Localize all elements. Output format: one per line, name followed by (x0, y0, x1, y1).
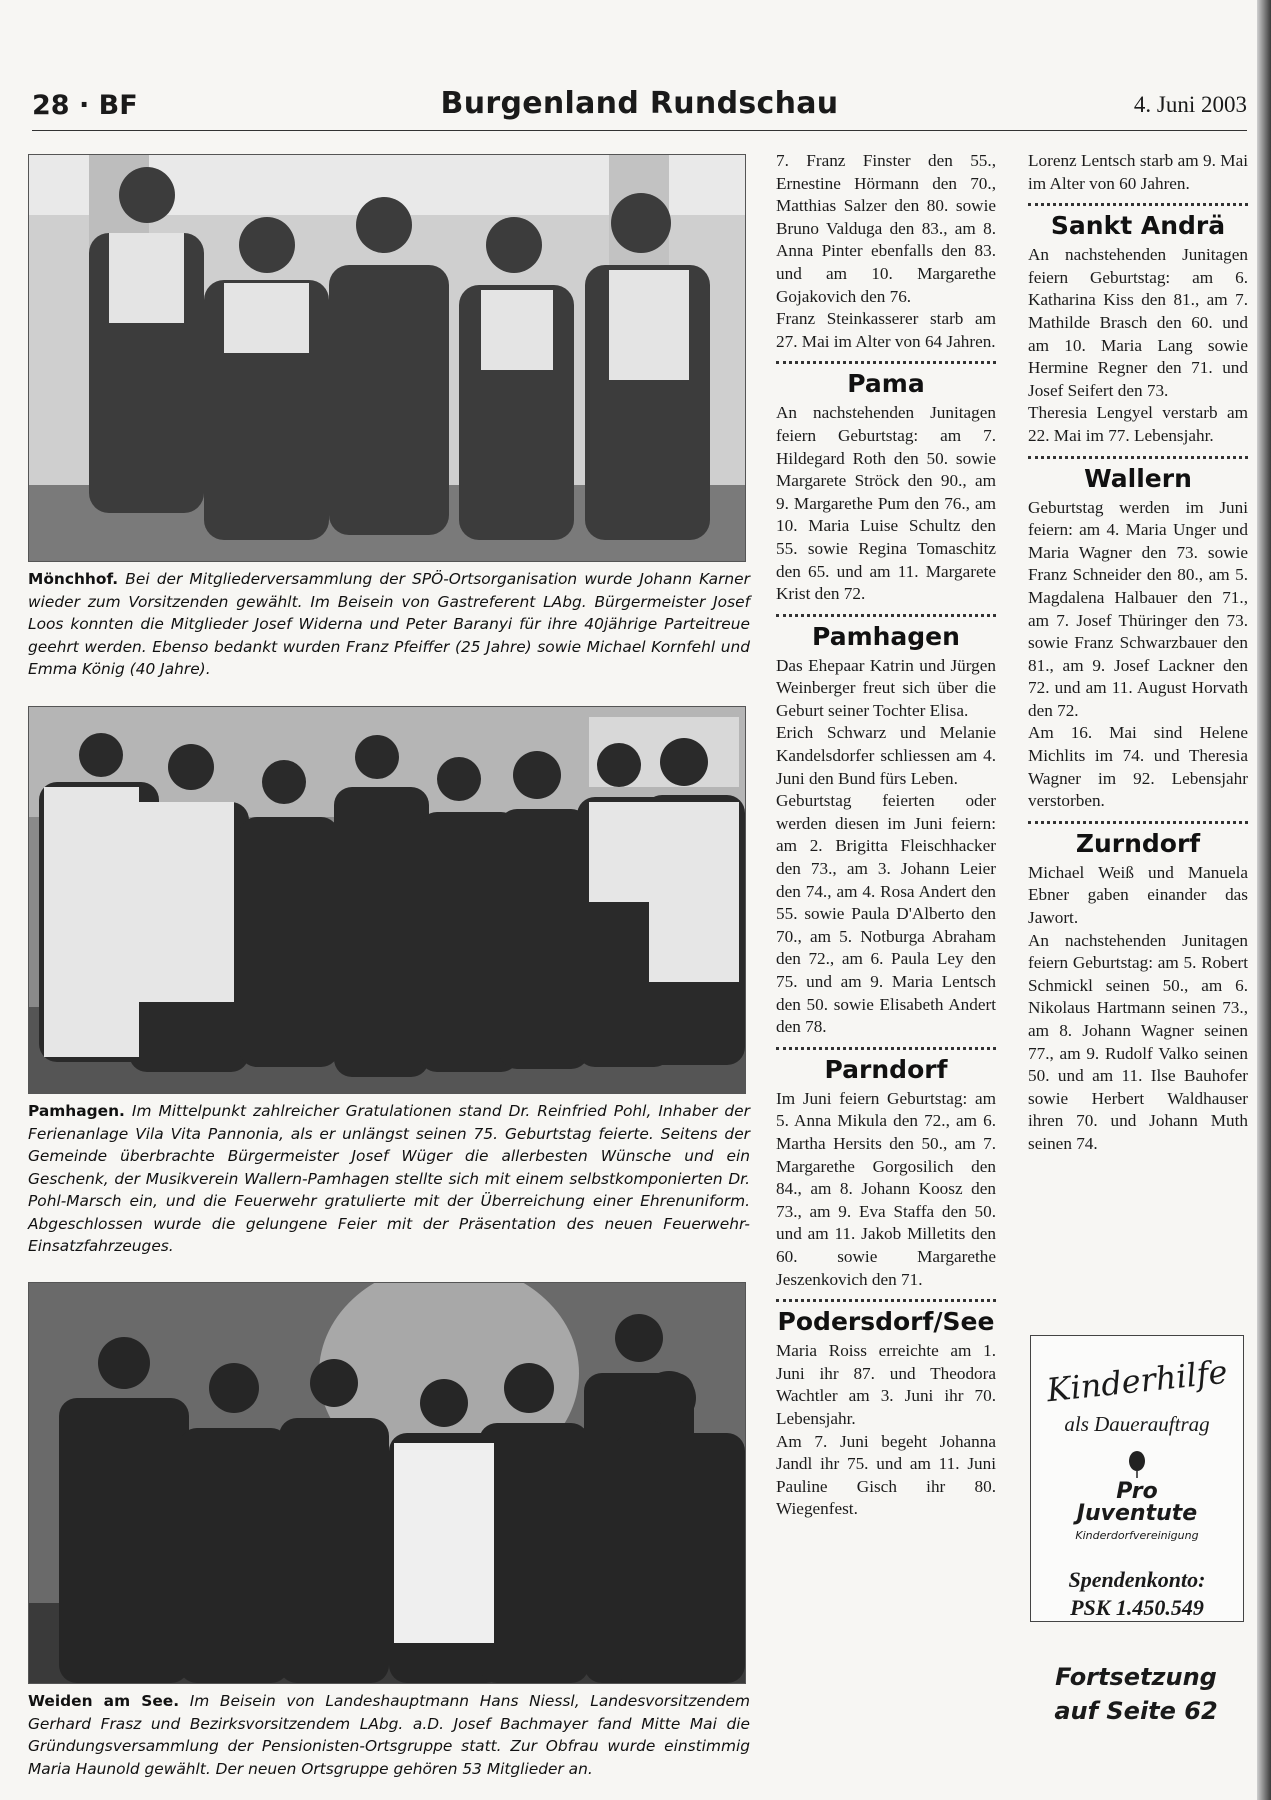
section-heading-pamhagen: Pamhagen (812, 621, 960, 651)
dotted-separator (1028, 456, 1248, 459)
balloon-icon (1125, 1451, 1149, 1479)
paragraph: Maria Roiss erreichte am 1. Juni ihr 87. und Theodora Wachtler am 3. Juni ihr 70. Lebensjahr. (776, 1341, 996, 1428)
brand-line-2: Juventute (1076, 1501, 1198, 1526)
photo-moenchhof (28, 154, 746, 562)
dotted-separator (776, 1047, 996, 1050)
paragraph: Erich Schwarz und Melanie Kandelsdorfer schliessen am 4. Juni den Bund fürs Leben. (776, 723, 996, 788)
kinderhilfe-advertisement (1030, 1335, 1244, 1622)
donation-account: PSK 1.450.549 (1070, 1595, 1204, 1620)
photo-pamhagen (28, 706, 746, 1094)
section-heading-zurndorf: Zurndorf (1075, 828, 1201, 858)
paragraph: Geburtstag feierten oder werden diesen im Juni feiern: am 2. Brigitta Fleischhacker den 73., am 3. Johann Leier den 74., am 4. Rosa Andert den 55. sowie Paula D'Alberto den 70., am 5. Notburga Abraham den 72., am 6. Paula Ley den 75. und am 9. Maria Lentsch den 50. sowie Elisabeth Andert den 78. (776, 791, 996, 1037)
section-heading-parndorf: Parndorf (824, 1054, 948, 1084)
dotted-separator (776, 361, 996, 364)
donation-info (1031, 1566, 1243, 1622)
dotted-separator (1028, 821, 1248, 824)
brand-subline: Kinderdorfvereinigung (1075, 1529, 1199, 1542)
ad-script-title: Kinderhilfe (1044, 1352, 1230, 1410)
page-header (32, 86, 1247, 131)
paragraph: Geburtstag werden im Juni feiern: am 4. Maria Unger und Maria Wagner den 73. sowie Franz Schneider den 80., am 5. Magdalena Halbauer den 71., am 7. Josef Thüringer den 73. sowie Franz Schwarzbauer den 81., am 9. Josef Lackner den 72. und am 11. August Horvath den 72. (1028, 497, 1248, 720)
paragraph: An nachstehenden Junitagen feiern Geburtstag: am 5. Robert Schmickl seinen 50., am 6. Nikolaus Hartmann seinen 73., am 8. Johann Wagner seinen 77., am 9. Rudolf Valko seinen 50. und am 11. Ilse Bauhofer sowie Herbert Waldhauser ihren 70. und Johann Muth seinen 74. (1028, 930, 1248, 1153)
column-right (1028, 150, 1248, 1156)
section-heading-podersdorf: Podersdorf/See (777, 1307, 995, 1337)
pro-juventute-logo (1031, 1451, 1243, 1525)
dotted-separator (1028, 203, 1248, 206)
section-heading-wallern: Wallern (1084, 463, 1192, 493)
continuation-note (1030, 1660, 1242, 1728)
section-heading-sankt-andrae: Sankt Andrä (1050, 211, 1226, 241)
paragraph: Michael Weiß und Manuela Ebner gaben einander das Jawort. (1028, 862, 1248, 928)
section-heading-pama: Pama (847, 369, 925, 399)
paragraph: Franz Steinkasserer starb am 27. Mai im Alter von 64 Jahren. (776, 309, 996, 351)
photo-weiden-am-see (28, 1282, 746, 1684)
dotted-separator (776, 1299, 996, 1302)
paragraph: An nachstehenden Junitagen feiern Geburtstag: am 6. Katharina Kiss den 81., am 7. Mathilde Brasch den 60. und am 10. Maria Lang sowie Hermine Regner den 71. und Josef Seifert den 73. (1028, 245, 1248, 400)
paragraph: Das Ehepaar Katrin und Jürgen Weinberger freut sich über die Geburt seiner Tochter Elisa. (776, 655, 996, 720)
paragraph: Am 16. Mai sind Helene Michlits im 74. und Theresia Wagner im 92. Lebensjahr verstorben. (1028, 723, 1248, 811)
ad-subtitle: als Dauerauftrag (1064, 1412, 1210, 1436)
caption-weiden-am-see: Weiden am See. Im Beisein von Landeshauptmann Hans Niessl, Landesvorsitzendem Gerhard Frasz und Bezirksvorsitzendem LAbg. a.D. Josef Bachmayer fand Mitte Mai die Gründungsversammlung der Pensionisten-Ortsgruppe statt. Zur Obfrau wurde einstimmig Maria Haunold gewählt. Der neuen Ortsgruppe gehören 53 Mitglieder an. (28, 1692, 750, 1778)
caption-pamhagen: Pamhagen. Im Mittelpunkt zahlreicher Gratulationen stand Dr. Reinfried Pohl, Inhaber der Ferienanlage Vila Vita Pannonia, als er unlängst seinen 75. Geburtstag feierte. Seitens der Gemeinde überbrachte Bürgermeister Josef Wüger die allerbesten Wünsche und ein Geschenk, der Musikverein Wallern-Pamhagen stellte sich mit einem selbstkomponierten Dr. Pohl-Marsch ein, und die Feuerwehr gratulierte mit der Überreichung einer Ehrenuniform. Abgeschlossen wurde die gelungene Feier mit der Präsentation des neuen Feuerwehr-Einsatzfahrzeuges. (28, 1102, 750, 1255)
paragraph: Am 7. Juni begeht Johanna Jandl ihr 75. und am 11. Juni Pauline Gisch ihr 80. Wiegenfest. (776, 1431, 996, 1519)
caption-moenchhof: Mönchhof. Bei der Mitgliederversammlung der SPÖ-Ortsorganisation wurde Johann Karner wieder zum Vorsitzenden gewählt. Im Beisein von Gastreferent LAbg. Bürgermeister Josef Loos konnten die Mitglieder Josef Widerna und Peter Baranyi für ihre 40jährige Parteitreue geehrt werden. Ebenso bedankt wurden Franz Pfeiffer (25 Jahre) sowie Michael Kornfehl und Emma König (40 Jahre). (28, 570, 750, 678)
page-number: 28 · BF (32, 90, 138, 121)
dotted-separator (776, 614, 996, 617)
donation-label: Spendenkonto: (1068, 1567, 1206, 1592)
paragraph: 7. Franz Finster den 55., Ernestine Hörmann den 70., Matthias Salzer den 80. sowie Bruno Valduga den 83., am 8. Anna Pinter ebenfalls den 83. und am 10. Margarethe Gojakovich den 76. (776, 151, 996, 306)
issue-date: 4. Juni 2003 (1133, 92, 1247, 117)
continuation-line-1: Fortsetzung (1055, 1663, 1217, 1691)
column-middle (776, 150, 996, 1521)
paragraph: Lorenz Lentsch starb am 9. Mai im Alter von 60 Jahren. (1028, 151, 1248, 193)
paragraph: An nachstehenden Junitagen feiern Geburtstag: am 7. Hildegard Roth den 50. sowie Margarete Ströck den 90., am 9. Margarethe Pum den 76., am 10. Maria Luise Schultz den 55. sowie Regina Tomaschitz den 65. und am 11. Margarete Krist den 72. (776, 403, 996, 604)
newspaper-title: Burgenland Rundschau (440, 86, 839, 121)
continuation-line-2: auf Seite 62 (1054, 1697, 1218, 1725)
paragraph: Theresia Lengyel verstarb am 22. Mai im 77. Lebensjahr. (1028, 403, 1248, 445)
paragraph: Im Juni feiern Geburtstag: am 5. Anna Mikula den 72., am 6. Martha Hersits den 50., am 7. Margarethe Gorgosilich den 84., am 8. Johann Koosz den 73., am 9. Eva Staffa den 50. und am 11. Jakob Milletits den 60. sowie Margarethe Jeszenkovich den 71. (776, 1088, 996, 1289)
page-edge-shadow (1257, 0, 1271, 1800)
brand-line-1: Pro (1116, 1479, 1158, 1504)
